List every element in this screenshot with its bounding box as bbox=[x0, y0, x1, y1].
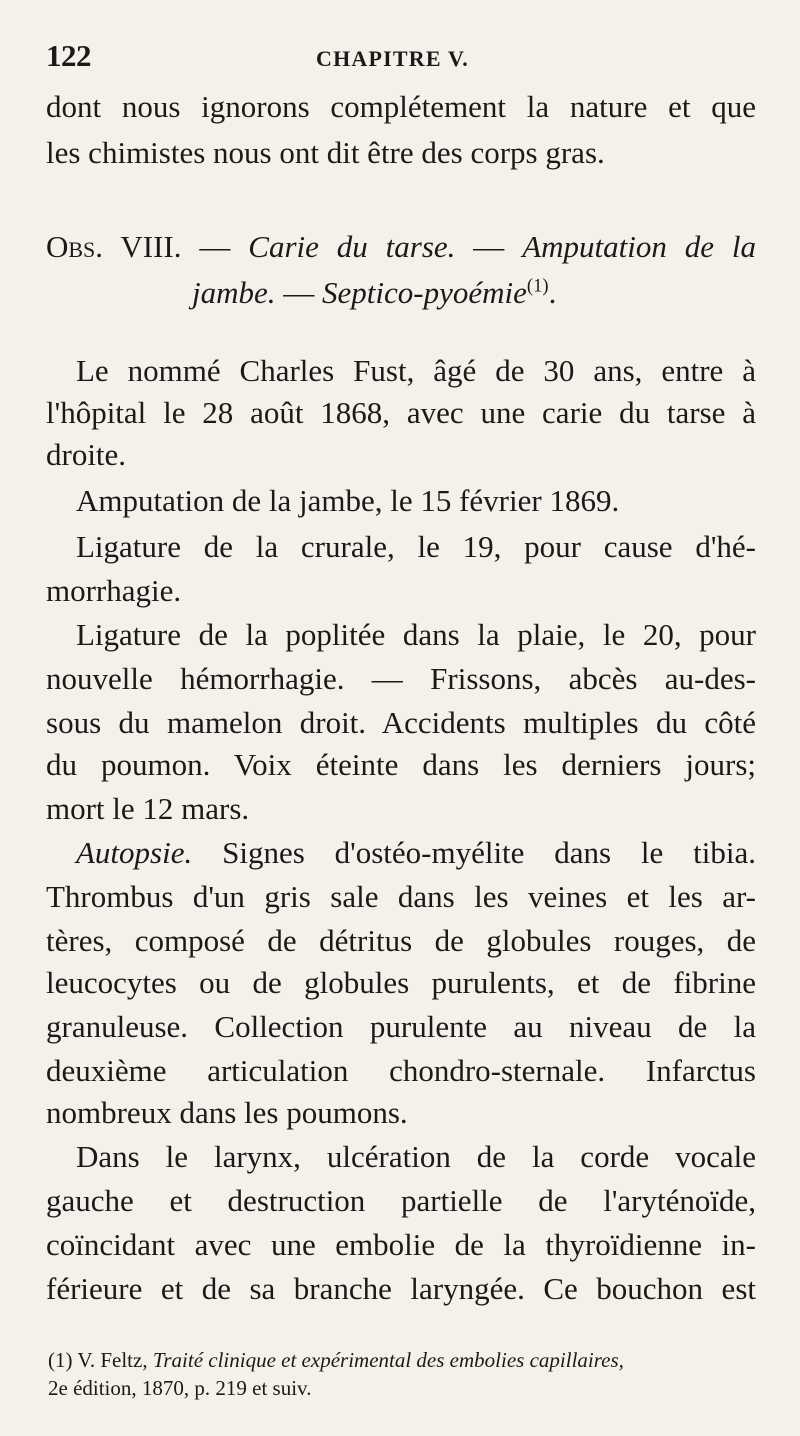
text-line: gauche et destruction partielle de l'aryténoïde, bbox=[46, 1183, 756, 1218]
text-line: Ligature de la crurale, le 19, pour cause d'hé- bbox=[76, 529, 756, 564]
text-line: nouvelle hémorrhagie. — Frissons, abcès au-des- bbox=[46, 661, 756, 696]
dash: — bbox=[275, 275, 323, 310]
autopsy-label: Autopsie. bbox=[76, 835, 193, 870]
observation-title: Amputation de la bbox=[522, 229, 756, 264]
text-line: sous du mamelon droit. Accidents multiples du côté bbox=[46, 705, 756, 740]
text-line: coïncidant avec une embolie de la thyroïdienne in- bbox=[46, 1227, 756, 1262]
text-line: mort le 12 mars. bbox=[46, 791, 250, 826]
page-number: 122 bbox=[46, 38, 91, 73]
text-line: du poumon. Voix éteinte dans les derniers jours; bbox=[46, 747, 756, 782]
text-line: l'hôpital le 28 août 1868, avec une carie du tarse à bbox=[46, 395, 756, 430]
text-line: leucocytes ou de globules purulents, et de fibrine bbox=[46, 965, 756, 1000]
page-header bbox=[46, 38, 756, 78]
observation-title: Septico-pyoémie bbox=[322, 275, 527, 310]
footnote-line-2: 2e édition, 1870, p. 219 et suiv. bbox=[48, 1376, 312, 1400]
observation-heading-cont: jambe. — Septico-pyoémie$^{(1)}$. bbox=[192, 275, 557, 310]
text-line: droite. bbox=[46, 437, 127, 472]
text-line: Amputation de la jambe, le 15 février 1869. bbox=[76, 483, 620, 518]
observation-heading bbox=[46, 228, 756, 266]
text-line: les chimistes nous ont dit être des corps gras. bbox=[46, 135, 605, 170]
text-line: granuleuse. Collection purulente au niveau de la bbox=[46, 1009, 756, 1044]
observation-title: Carie du tarse. bbox=[248, 229, 456, 264]
observation-label: Obs. VIII. bbox=[46, 229, 182, 264]
footnote-title: Traité clinique et expérimental des embolies capillaires, bbox=[152, 1348, 624, 1372]
text-line: morrhagie. bbox=[46, 573, 182, 608]
text-line: Le nommé Charles Fust, âgé de 30 ans, entre à bbox=[76, 353, 756, 388]
text-line: Dans le larynx, ulcération de la corde vocale bbox=[76, 1139, 756, 1174]
autopsy-line: Autopsie. Signes d'ostéo-myélite dans le tibia. bbox=[76, 835, 756, 870]
footnote bbox=[48, 1346, 758, 1374]
observation-title: jambe. bbox=[192, 275, 276, 310]
text-line: férieure et de sa branche laryngée. Ce bouchon est bbox=[46, 1271, 756, 1306]
text-line: Thrombus d'un gris sale dans les veines et les ar- bbox=[46, 879, 756, 914]
text-line: tères, composé de détritus de globules rouges, de bbox=[46, 923, 756, 958]
text-line: deuxième articulation chondro-sternale. Infarctus bbox=[46, 1053, 756, 1088]
footnote-marker: (1) bbox=[48, 1348, 73, 1372]
footnote-reference: (1) bbox=[526, 275, 549, 297]
running-head: CHAPITRE V. bbox=[316, 46, 469, 71]
text-line: Ligature de la poplitée dans la plaie, le 20, pour bbox=[76, 617, 756, 652]
dash: — bbox=[455, 229, 523, 264]
footnote-author: V. Feltz, bbox=[72, 1348, 153, 1372]
text-line: dont nous ignorons complétement la nature et que bbox=[46, 89, 756, 124]
text-line: nombreux dans les poumons. bbox=[46, 1095, 408, 1130]
dash: — bbox=[181, 229, 249, 264]
